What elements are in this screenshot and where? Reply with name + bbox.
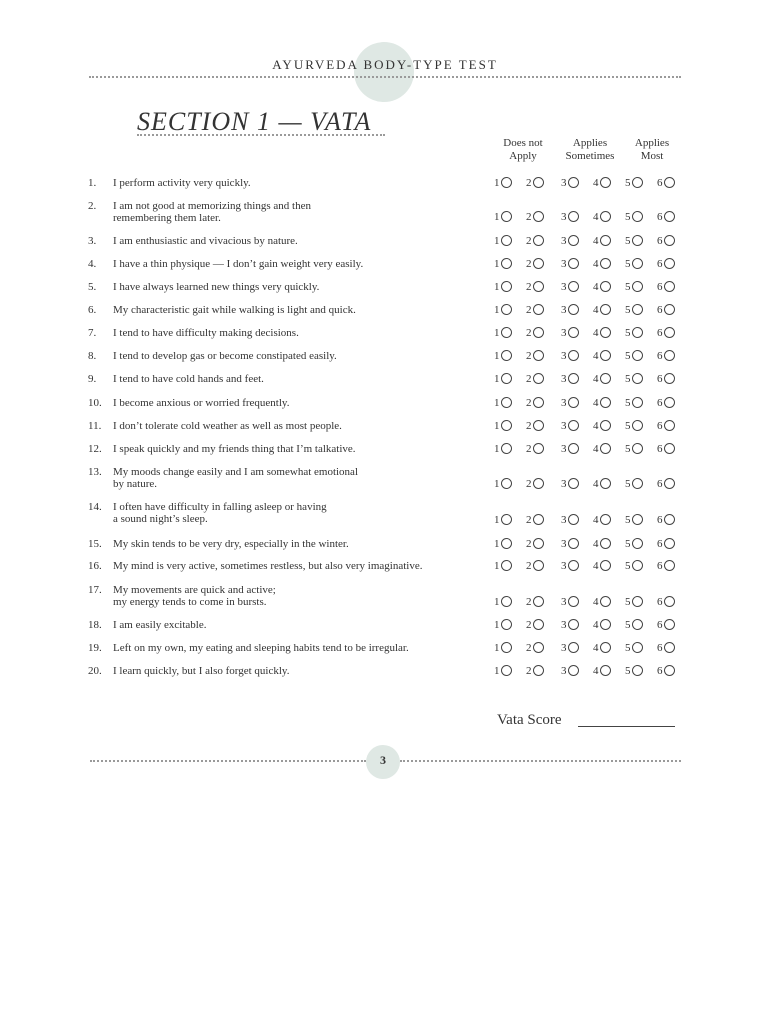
question-number: 9. [88, 373, 97, 385]
rating-number: 4 [593, 596, 599, 608]
rating-number: 3 [561, 177, 567, 189]
question-number: 15. [88, 538, 102, 550]
question-text: I don’t tolerate cold weather as well as most people. [113, 420, 342, 432]
section-title: SECTION 1 — VATA [137, 107, 372, 136]
page-header: AYURVEDA BODY-TYPE TEST [272, 57, 498, 72]
question-number: 8. [88, 350, 97, 362]
question-text: I tend to develop gas or become constipated easily. [113, 350, 337, 362]
radio-circle-icon[interactable] [501, 642, 512, 653]
page-number: 3 [380, 753, 386, 767]
radio-circle-icon[interactable] [632, 397, 643, 408]
radio-circle-icon[interactable] [600, 211, 611, 222]
rating-number: 3 [561, 281, 567, 293]
radio-circle-icon[interactable] [501, 304, 512, 315]
rating-number: 6 [657, 258, 663, 270]
rating-number: 4 [593, 560, 599, 572]
radio-circle-icon[interactable] [664, 177, 675, 188]
radio-circle-icon[interactable] [501, 420, 512, 431]
question-text: I am not good at memorizing things and then remembering them later. [113, 200, 311, 224]
rating-number: 5 [625, 665, 631, 677]
question-number: 13. [88, 466, 102, 478]
radio-circle-icon[interactable] [664, 642, 675, 653]
vata-score-field[interactable] [578, 726, 675, 727]
rating-number: 6 [657, 304, 663, 316]
rating-number: 1 [494, 596, 500, 608]
rating-number: 1 [494, 514, 500, 526]
rating-number: 4 [593, 327, 599, 339]
rating-number: 4 [593, 665, 599, 677]
radio-circle-icon[interactable] [533, 235, 544, 246]
radio-circle-icon[interactable] [568, 327, 579, 338]
radio-circle-icon[interactable] [568, 281, 579, 292]
radio-circle-icon[interactable] [501, 514, 512, 525]
rating-number: 6 [657, 560, 663, 572]
rating-number: 5 [625, 560, 631, 572]
rating-number: 1 [494, 211, 500, 223]
radio-circle-icon[interactable] [600, 642, 611, 653]
radio-circle-icon[interactable] [533, 420, 544, 431]
radio-circle-icon[interactable] [533, 397, 544, 408]
rating-number: 4 [593, 420, 599, 432]
rating-number: 2 [526, 538, 532, 550]
rating-number: 4 [593, 397, 599, 409]
radio-circle-icon[interactable] [501, 258, 512, 269]
rating-number: 6 [657, 665, 663, 677]
radio-circle-icon[interactable] [568, 397, 579, 408]
rating-number: 6 [657, 619, 663, 631]
rating-number: 2 [526, 420, 532, 432]
radio-circle-icon[interactable] [568, 478, 579, 489]
rating-number: 1 [494, 304, 500, 316]
radio-circle-icon[interactable] [501, 596, 512, 607]
rating-number: 1 [494, 420, 500, 432]
rating-number: 6 [657, 235, 663, 247]
question-number: 7. [88, 327, 97, 339]
radio-circle-icon[interactable] [632, 560, 643, 571]
rating-number: 3 [561, 665, 567, 677]
question-number: 4. [88, 258, 97, 270]
radio-circle-icon[interactable] [533, 642, 544, 653]
radio-circle-icon[interactable] [501, 665, 512, 676]
question-text: I am enthusiastic and vivacious by nature. [113, 235, 298, 247]
rating-number: 4 [593, 642, 599, 654]
rating-number: 3 [561, 538, 567, 550]
radio-circle-icon[interactable] [600, 258, 611, 269]
rating-number: 3 [561, 397, 567, 409]
rating-number: 6 [657, 350, 663, 362]
radio-circle-icon[interactable] [533, 177, 544, 188]
question-number: 18. [88, 619, 102, 631]
rating-number: 5 [625, 514, 631, 526]
rating-number: 5 [625, 281, 631, 293]
radio-circle-icon[interactable] [501, 443, 512, 454]
rating-number: 1 [494, 665, 500, 677]
radio-circle-icon[interactable] [501, 177, 512, 188]
radio-circle-icon[interactable] [501, 373, 512, 384]
radio-circle-icon[interactable] [600, 281, 611, 292]
rating-number: 4 [593, 443, 599, 455]
rating-number: 4 [593, 211, 599, 223]
radio-circle-icon[interactable] [568, 560, 579, 571]
radio-circle-icon[interactable] [664, 258, 675, 269]
rating-number: 1 [494, 177, 500, 189]
radio-circle-icon[interactable] [568, 258, 579, 269]
radio-circle-icon[interactable] [632, 514, 643, 525]
rating-number: 3 [561, 304, 567, 316]
radio-circle-icon[interactable] [501, 538, 512, 549]
rating-number: 6 [657, 177, 663, 189]
radio-circle-icon[interactable] [600, 560, 611, 571]
radio-circle-icon[interactable] [632, 642, 643, 653]
radio-circle-icon[interactable] [533, 281, 544, 292]
radio-circle-icon[interactable] [533, 327, 544, 338]
rating-number: 4 [593, 177, 599, 189]
rating-number: 6 [657, 211, 663, 223]
rating-number: 4 [593, 514, 599, 526]
radio-circle-icon[interactable] [632, 281, 643, 292]
question-text: I learn quickly, but I also forget quickly. [113, 665, 290, 677]
radio-circle-icon[interactable] [632, 538, 643, 549]
radio-circle-icon[interactable] [632, 665, 643, 676]
question-text: I tend to have cold hands and feet. [113, 373, 264, 385]
radio-circle-icon[interactable] [664, 560, 675, 571]
rating-number: 5 [625, 420, 631, 432]
rating-number: 5 [625, 304, 631, 316]
radio-circle-icon[interactable] [664, 619, 675, 630]
radio-circle-icon[interactable] [568, 211, 579, 222]
radio-circle-icon[interactable] [568, 235, 579, 246]
radio-circle-icon[interactable] [533, 478, 544, 489]
rating-number: 2 [526, 478, 532, 490]
radio-circle-icon[interactable] [501, 235, 512, 246]
question-number: 3. [88, 235, 97, 247]
rating-number: 2 [526, 665, 532, 677]
radio-circle-icon[interactable] [568, 350, 579, 361]
radio-circle-icon[interactable] [600, 420, 611, 431]
rating-number: 1 [494, 350, 500, 362]
radio-circle-icon[interactable] [600, 478, 611, 489]
rating-number: 6 [657, 281, 663, 293]
rating-number: 4 [593, 538, 599, 550]
rating-number: 4 [593, 258, 599, 270]
rating-number: 6 [657, 642, 663, 654]
rating-number: 6 [657, 373, 663, 385]
radio-circle-icon[interactable] [632, 177, 643, 188]
radio-circle-icon[interactable] [501, 211, 512, 222]
radio-circle-icon[interactable] [600, 514, 611, 525]
rating-number: 2 [526, 327, 532, 339]
rating-number: 6 [657, 443, 663, 455]
radio-circle-icon[interactable] [632, 211, 643, 222]
radio-circle-icon[interactable] [632, 235, 643, 246]
radio-circle-icon[interactable] [600, 373, 611, 384]
rating-number: 6 [657, 327, 663, 339]
rating-number: 2 [526, 211, 532, 223]
rating-number: 3 [561, 443, 567, 455]
radio-circle-icon[interactable] [600, 177, 611, 188]
rating-number: 2 [526, 373, 532, 385]
rating-number: 5 [625, 596, 631, 608]
question-number: 6. [88, 304, 97, 316]
rating-number: 3 [561, 327, 567, 339]
radio-circle-icon[interactable] [664, 327, 675, 338]
radio-circle-icon[interactable] [664, 211, 675, 222]
question-number: 5. [88, 281, 97, 293]
radio-circle-icon[interactable] [568, 596, 579, 607]
rating-number: 1 [494, 560, 500, 572]
radio-circle-icon[interactable] [664, 443, 675, 454]
radio-circle-icon[interactable] [568, 619, 579, 630]
radio-circle-icon[interactable] [533, 373, 544, 384]
radio-circle-icon[interactable] [632, 443, 643, 454]
question-number: 16. [88, 560, 102, 572]
rating-number: 6 [657, 514, 663, 526]
question-number: 2. [88, 200, 97, 212]
rating-number: 5 [625, 478, 631, 490]
radio-circle-icon[interactable] [568, 443, 579, 454]
radio-circle-icon[interactable] [632, 373, 643, 384]
radio-circle-icon[interactable] [568, 177, 579, 188]
rating-number: 1 [494, 642, 500, 654]
rating-number: 5 [625, 373, 631, 385]
rating-number: 6 [657, 478, 663, 490]
radio-circle-icon[interactable] [533, 538, 544, 549]
question-text: I am easily excitable. [113, 619, 207, 631]
radio-circle-icon[interactable] [600, 350, 611, 361]
rating-number: 2 [526, 397, 532, 409]
radio-circle-icon[interactable] [600, 304, 611, 315]
footer-divider-left [90, 760, 366, 762]
rating-number: 4 [593, 350, 599, 362]
rating-number: 3 [561, 642, 567, 654]
radio-circle-icon[interactable] [568, 642, 579, 653]
rating-number: 6 [657, 596, 663, 608]
rating-number: 5 [625, 258, 631, 270]
rating-number: 1 [494, 619, 500, 631]
rating-number: 1 [494, 397, 500, 409]
radio-circle-icon[interactable] [568, 304, 579, 315]
radio-circle-icon[interactable] [533, 258, 544, 269]
footer-divider-right [400, 760, 681, 762]
radio-circle-icon[interactable] [501, 619, 512, 630]
radio-circle-icon[interactable] [533, 514, 544, 525]
radio-circle-icon[interactable] [632, 596, 643, 607]
rating-number: 3 [561, 211, 567, 223]
question-text: I become anxious or worried frequently. [113, 397, 290, 409]
radio-circle-icon[interactable] [664, 596, 675, 607]
rating-number: 3 [561, 619, 567, 631]
radio-circle-icon[interactable] [533, 596, 544, 607]
radio-circle-icon[interactable] [632, 619, 643, 630]
rating-number: 3 [561, 350, 567, 362]
radio-circle-icon[interactable] [600, 235, 611, 246]
rating-number: 6 [657, 397, 663, 409]
rating-number: 2 [526, 281, 532, 293]
column-header-applies-most: Applies Most [634, 137, 670, 162]
radio-circle-icon[interactable] [533, 665, 544, 676]
question-number: 11. [88, 420, 102, 432]
rating-number: 5 [625, 350, 631, 362]
rating-number: 4 [593, 235, 599, 247]
radio-circle-icon[interactable] [632, 304, 643, 315]
rating-number: 3 [561, 560, 567, 572]
radio-circle-icon[interactable] [664, 281, 675, 292]
radio-circle-icon[interactable] [501, 478, 512, 489]
question-text: I often have difficulty in falling asleep or having a sound night’s sleep. [113, 501, 327, 525]
rating-number: 5 [625, 619, 631, 631]
radio-circle-icon[interactable] [501, 327, 512, 338]
column-header-does-not-apply: Does not Apply [503, 137, 543, 162]
rating-number: 3 [561, 514, 567, 526]
radio-circle-icon[interactable] [664, 420, 675, 431]
rating-number: 3 [561, 235, 567, 247]
rating-number: 1 [494, 538, 500, 550]
radio-circle-icon[interactable] [568, 665, 579, 676]
radio-circle-icon[interactable] [600, 619, 611, 630]
question-number: 12. [88, 443, 102, 455]
radio-circle-icon[interactable] [533, 443, 544, 454]
rating-number: 2 [526, 350, 532, 362]
radio-circle-icon[interactable] [568, 514, 579, 525]
question-text: My moods change easily and I am somewhat emotional by nature. [113, 466, 358, 490]
question-number: 19. [88, 642, 102, 654]
rating-number: 5 [625, 642, 631, 654]
rating-number: 4 [593, 304, 599, 316]
radio-circle-icon[interactable] [664, 235, 675, 246]
question-number: 20. [88, 665, 102, 677]
rating-number: 2 [526, 596, 532, 608]
radio-circle-icon[interactable] [600, 596, 611, 607]
rating-number: 1 [494, 478, 500, 490]
radio-circle-icon[interactable] [632, 350, 643, 361]
rating-number: 5 [625, 538, 631, 550]
rating-number: 1 [494, 258, 500, 270]
question-number: 10. [88, 397, 102, 409]
radio-circle-icon[interactable] [632, 327, 643, 338]
rating-number: 6 [657, 538, 663, 550]
rating-number: 2 [526, 443, 532, 455]
radio-circle-icon[interactable] [632, 478, 643, 489]
vata-score-label: Vata Score [497, 712, 562, 728]
rating-number: 2 [526, 560, 532, 572]
question-text: I speak quickly and my friends thing that I’m talkative. [113, 443, 356, 455]
radio-circle-icon[interactable] [664, 478, 675, 489]
rating-number: 2 [526, 642, 532, 654]
question-text: I perform activity very quickly. [113, 177, 251, 189]
radio-circle-icon[interactable] [664, 665, 675, 676]
rating-number: 3 [561, 596, 567, 608]
question-text: My mind is very active, sometimes restless, but also very imaginative. [113, 560, 423, 572]
rating-number: 5 [625, 327, 631, 339]
rating-number: 2 [526, 177, 532, 189]
radio-circle-icon[interactable] [501, 560, 512, 571]
radio-circle-icon[interactable] [664, 304, 675, 315]
radio-circle-icon[interactable] [533, 350, 544, 361]
rating-number: 3 [561, 258, 567, 270]
radio-circle-icon[interactable] [632, 420, 643, 431]
radio-circle-icon[interactable] [664, 373, 675, 384]
rating-number: 1 [494, 443, 500, 455]
radio-circle-icon[interactable] [568, 420, 579, 431]
radio-circle-icon[interactable] [568, 538, 579, 549]
column-header-applies-sometimes: Applies Sometimes [565, 137, 615, 162]
rating-number: 2 [526, 304, 532, 316]
question-number: 14. [88, 501, 102, 513]
header-divider [89, 76, 681, 78]
radio-circle-icon[interactable] [501, 397, 512, 408]
question-text: Left on my own, my eating and sleeping habits tend to be irregular. [113, 642, 409, 654]
radio-circle-icon[interactable] [533, 304, 544, 315]
rating-number: 3 [561, 478, 567, 490]
rating-number: 5 [625, 211, 631, 223]
rating-number: 1 [494, 281, 500, 293]
rating-number: 5 [625, 235, 631, 247]
question-text: I have always learned new things very quickly. [113, 281, 320, 293]
rating-number: 3 [561, 373, 567, 385]
rating-number: 1 [494, 327, 500, 339]
radio-circle-icon[interactable] [600, 665, 611, 676]
radio-circle-icon[interactable] [664, 397, 675, 408]
section-title-underline [137, 134, 385, 136]
question-text: My movements are quick and active; my energy tends to come in bursts. [113, 584, 276, 608]
rating-number: 2 [526, 619, 532, 631]
radio-circle-icon[interactable] [568, 373, 579, 384]
radio-circle-icon[interactable] [664, 514, 675, 525]
radio-circle-icon[interactable] [533, 211, 544, 222]
radio-circle-icon[interactable] [533, 560, 544, 571]
rating-number: 1 [494, 373, 500, 385]
radio-circle-icon[interactable] [664, 538, 675, 549]
question-number: 1. [88, 177, 97, 189]
rating-number: 5 [625, 397, 631, 409]
radio-circle-icon[interactable] [664, 350, 675, 361]
rating-number: 4 [593, 281, 599, 293]
question-text: My skin tends to be very dry, especially in the winter. [113, 538, 349, 550]
question-text: I have a thin physique — I don’t gain weight very easily. [113, 258, 364, 270]
radio-circle-icon[interactable] [600, 327, 611, 338]
question-text: My characteristic gait while walking is light and quick. [113, 304, 356, 316]
radio-circle-icon[interactable] [501, 281, 512, 292]
rating-number: 4 [593, 478, 599, 490]
radio-circle-icon[interactable] [501, 350, 512, 361]
question-number: 17. [88, 584, 102, 596]
rating-number: 4 [593, 373, 599, 385]
rating-number: 3 [561, 420, 567, 432]
question-text: I tend to have difficulty making decisions. [113, 327, 299, 339]
rating-number: 2 [526, 514, 532, 526]
radio-circle-icon[interactable] [600, 443, 611, 454]
rating-number: 2 [526, 235, 532, 247]
rating-number: 6 [657, 420, 663, 432]
radio-circle-icon[interactable] [600, 397, 611, 408]
radio-circle-icon[interactable] [533, 619, 544, 630]
rating-number: 4 [593, 619, 599, 631]
rating-number: 5 [625, 177, 631, 189]
rating-number: 2 [526, 258, 532, 270]
rating-number: 1 [494, 235, 500, 247]
rating-number: 5 [625, 443, 631, 455]
radio-circle-icon[interactable] [632, 258, 643, 269]
radio-circle-icon[interactable] [600, 538, 611, 549]
